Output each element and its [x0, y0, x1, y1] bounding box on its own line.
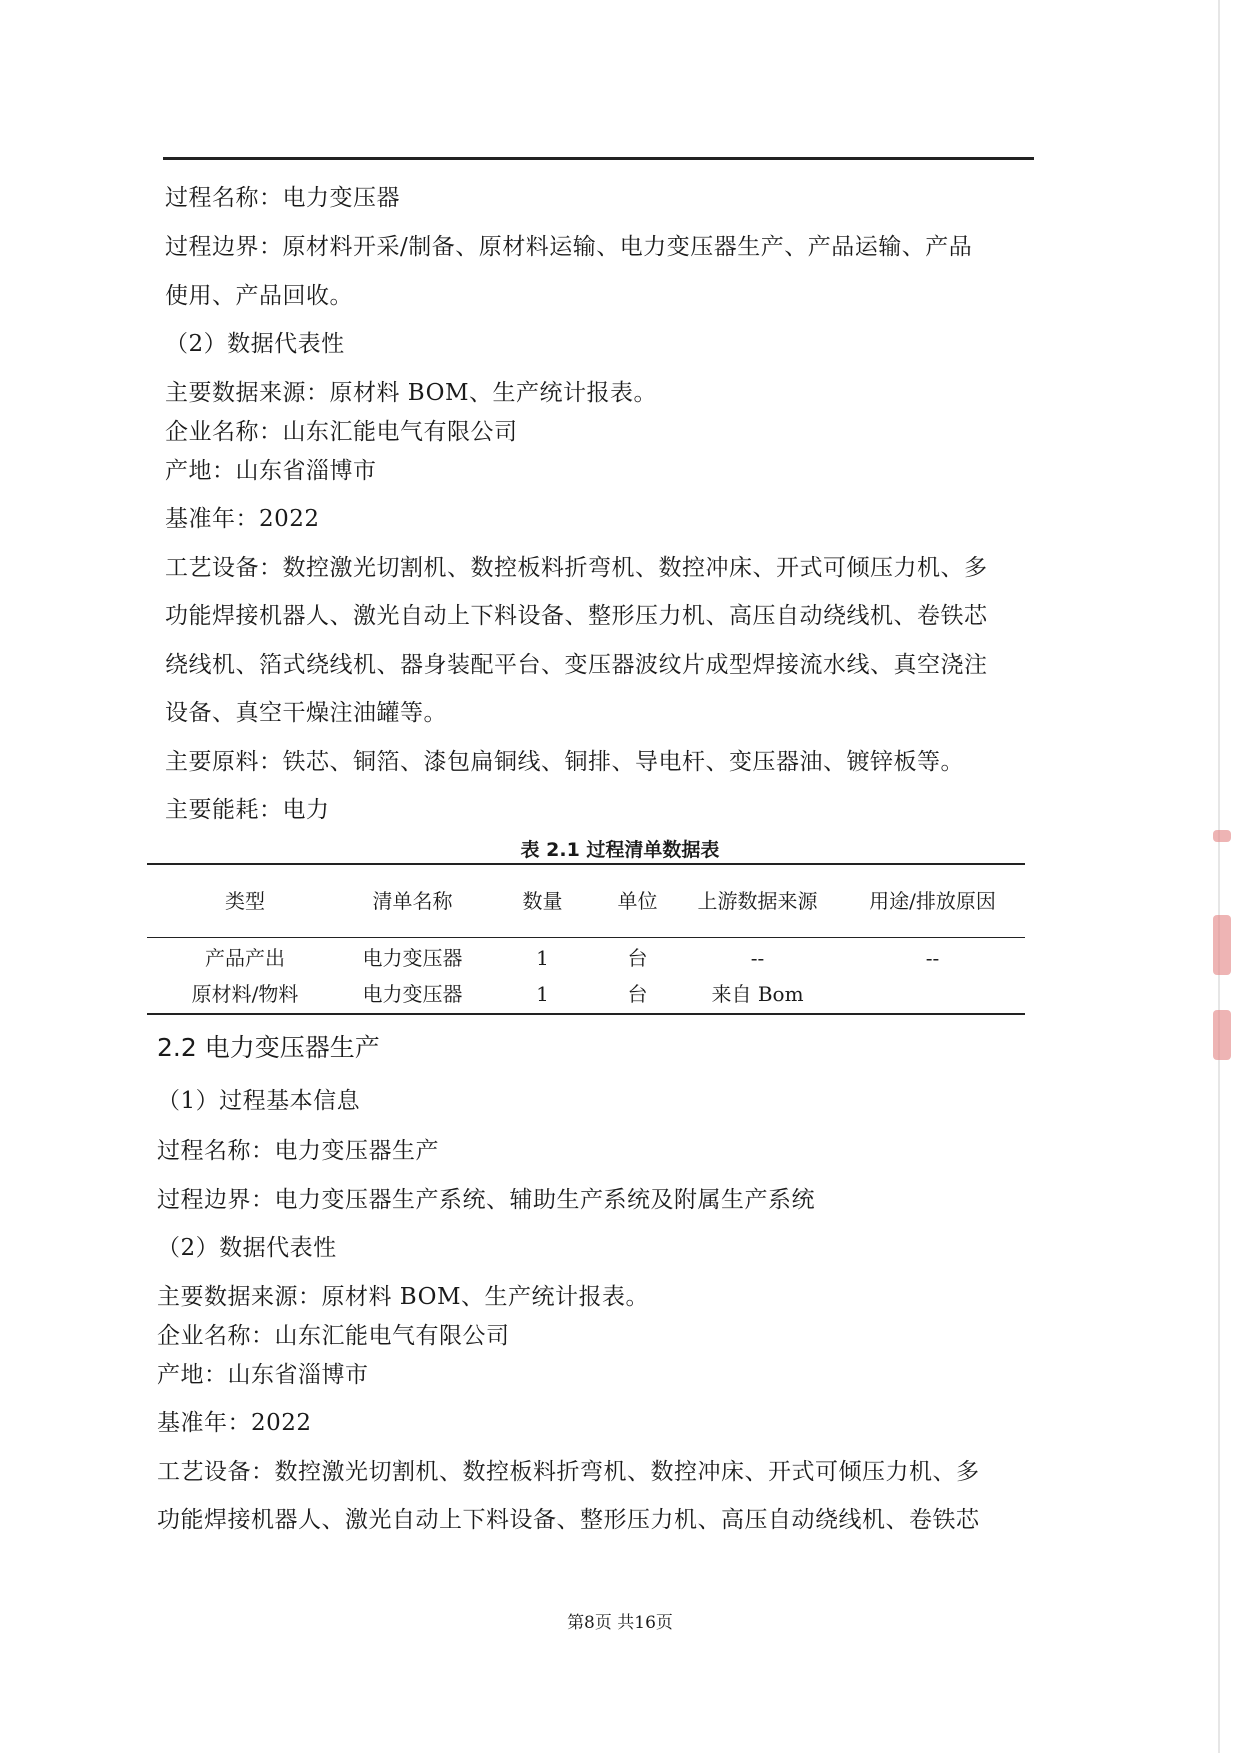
- table-cell-r2-unit: 台: [627, 982, 648, 1006]
- table-cell-r1-quantity: 1: [536, 946, 549, 970]
- table-caption: 表 2.1 过程清单数据表: [520, 839, 720, 861]
- table-header-type: 类型: [225, 889, 265, 913]
- table-cell-r1-name: 电力变压器: [362, 946, 463, 970]
- seal-fragment-3: [1213, 1010, 1231, 1060]
- upper-line-equipment-2: 功能焊接机器人、激光自动上下料设备、整形压力机、高压自动绕线机、卷铁芯: [165, 603, 988, 629]
- upper-line-origin: 产地：山东省淄博市: [165, 458, 377, 484]
- table-header-purpose: 用途/排放原因: [869, 889, 996, 913]
- upper-line-process-name: 过程名称：电力变压器: [165, 185, 400, 211]
- s22-line-process-name: 过程名称：电力变压器生产: [157, 1138, 439, 1164]
- s22-line-boundary: 过程边界：电力变压器生产系统、辅助生产系统及附属生产系统: [157, 1187, 815, 1213]
- page-edge-shadow: [1218, 0, 1220, 1753]
- table-cell-r2-source: 来自 Bom: [711, 982, 804, 1006]
- s22-line-origin: 产地：山东省淄博市: [157, 1362, 369, 1388]
- upper-line-representativeness: （2）数据代表性: [165, 331, 345, 357]
- s22-line-representativeness: （2）数据代表性: [157, 1235, 337, 1261]
- table-cell-r1-type: 产品产出: [205, 946, 285, 970]
- section-heading-2-2: 2.2 电力变压器生产: [157, 1033, 380, 1062]
- table-header-quantity: 数量: [522, 889, 563, 913]
- table-header-unit: 单位: [617, 889, 658, 913]
- upper-line-company: 企业名称：山东汇能电气有限公司: [165, 419, 518, 445]
- upper-line-boundary-cont: 使用、产品回收。: [165, 283, 353, 309]
- s22-line-basic-info: （1）过程基本信息: [157, 1088, 361, 1114]
- table-cell-r1-purpose: --: [925, 946, 940, 970]
- s22-line-company: 企业名称：山东汇能电气有限公司: [157, 1323, 510, 1349]
- upper-line-materials: 主要原料：铁芯、铜箔、漆包扁铜线、铜排、导电杆、变压器油、镀锌板等。: [165, 749, 964, 775]
- s22-line-equipment-1: 工艺设备：数控激光切割机、数控板料折弯机、数控冲床、开式可倾压力机、多: [157, 1459, 980, 1485]
- table-cell-r1-unit: 台: [627, 946, 648, 970]
- table-top-rule: [147, 863, 1025, 865]
- upper-line-equipment-1: 工艺设备：数控激光切割机、数控板料折弯机、数控冲床、开式可倾压力机、多: [165, 555, 988, 581]
- s22-line-base-year: 基准年：2022: [157, 1410, 312, 1436]
- upper-line-equipment-4: 设备、真空干燥注油罐等。: [165, 700, 447, 726]
- upper-line-equipment-3: 绕线机、箔式绕线机、器身装配平台、变压器波纹片成型焊接流水线、真空浇注: [165, 652, 988, 678]
- seal-fragment-2: [1213, 915, 1231, 975]
- table-header-upstream-source: 上游数据来源: [697, 889, 818, 913]
- table-cell-r2-name: 电力变压器: [362, 982, 463, 1006]
- header-rule: [163, 157, 1034, 160]
- upper-line-boundary: 过程边界：原材料开采/制备、原材料运输、电力变压器生产、产品运输、产品: [165, 234, 973, 260]
- table-cell-r1-source: --: [750, 946, 765, 970]
- table-header-rule: [147, 937, 1025, 938]
- s22-line-equipment-2: 功能焊接机器人、激光自动上下料设备、整形压力机、高压自动绕线机、卷铁芯: [157, 1507, 980, 1533]
- upper-line-base-year: 基准年：2022: [165, 506, 320, 532]
- table-cell-r2-type: 原材料/物料: [191, 982, 299, 1006]
- upper-line-data-source: 主要数据来源：原材料 BOM、生产统计报表。: [165, 380, 658, 406]
- page-footer: 第8页 共16页: [567, 1613, 673, 1633]
- table-bottom-rule: [147, 1013, 1025, 1015]
- table-header-item-name: 清单名称: [372, 889, 453, 913]
- s22-line-data-source: 主要数据来源：原材料 BOM、生产统计报表。: [157, 1284, 650, 1310]
- table-cell-r2-quantity: 1: [536, 982, 549, 1006]
- upper-line-energy: 主要能耗：电力: [165, 797, 330, 823]
